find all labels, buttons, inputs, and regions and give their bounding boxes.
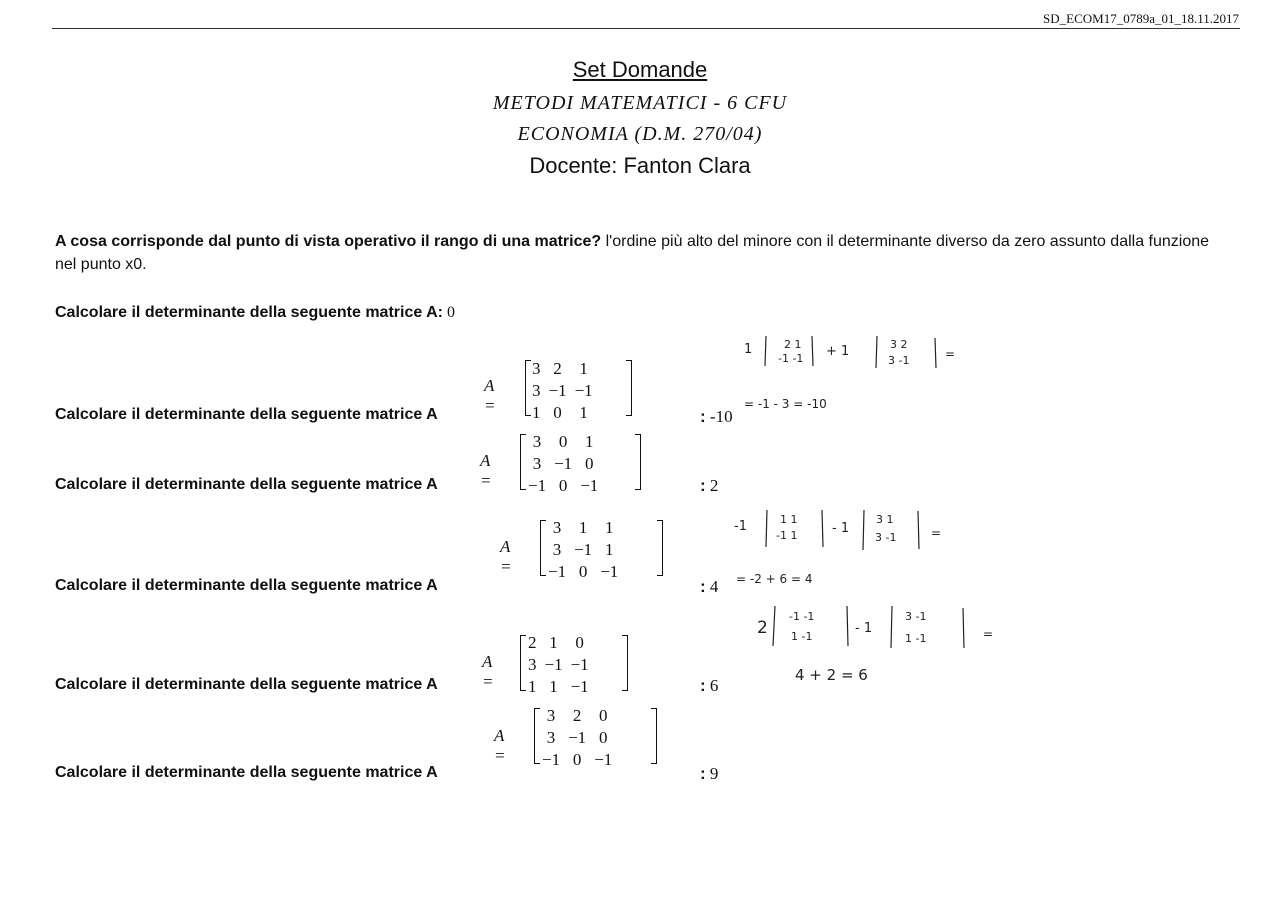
matrix-answer-1: : -10 <box>700 407 733 426</box>
document-code: SD_ECOM17_0789a_01_18.11.2017 <box>1043 11 1239 26</box>
svg-text:3 1: 3 1 <box>876 513 894 526</box>
matrix-entry: −1 <box>542 750 561 769</box>
matrix-5-lhs: A = <box>494 726 506 765</box>
question-1-answer: l'ordine più alto del minore con il determinante diverso da zero assunto dalla funzione nel punto x0. <box>55 233 1210 273</box>
matrix-entry: 3 <box>528 655 537 674</box>
matrix-1-right-bracket <box>626 360 632 416</box>
matrix-entry: 3 <box>546 728 556 747</box>
matrix-entry: 1 <box>532 403 541 422</box>
matrix-entry: 3 <box>532 359 541 378</box>
svg-text:-1 -1: -1 -1 <box>778 352 804 365</box>
svg-text:-1 1: -1 1 <box>776 529 798 542</box>
matrix-3-lhs: A = <box>500 537 512 576</box>
matrix-entry: 1 <box>584 432 594 451</box>
matrix-entry: 0 <box>578 562 588 581</box>
matrix-entry: −1 <box>574 540 593 559</box>
matrix-entry: 1 <box>549 633 558 652</box>
matrix-question-3: Calcolare il determinante della seguente matrice A <box>55 577 438 594</box>
matrix-entry: −1 <box>548 381 567 400</box>
svg-text:3 -1: 3 -1 <box>905 610 927 623</box>
matrix-entry: 2 <box>553 359 562 378</box>
doc-title: Set Domande <box>572 57 708 82</box>
matrix-entry: 3 <box>552 518 562 537</box>
matrix-entry: 3 <box>532 381 541 400</box>
matrix-entry: −1 <box>568 728 587 747</box>
svg-text:=: = <box>983 627 994 641</box>
svg-text:-1 -1: -1 -1 <box>789 610 815 623</box>
svg-text:- 1: - 1 <box>855 621 873 636</box>
header-rule <box>52 28 1240 29</box>
svg-text:4 + 2 = 6: 4 + 2 = 6 <box>795 666 868 684</box>
matrix-entry: 1 <box>549 677 558 696</box>
matrix-entry: −1 <box>544 655 563 674</box>
handwritten-note-1 <box>740 328 970 423</box>
svg-text:1: 1 <box>744 342 753 357</box>
matrix-entry: 1 <box>579 403 588 422</box>
matrix-5-entries <box>538 705 616 771</box>
matrix-entry: 3 <box>532 454 542 473</box>
svg-text:-1: -1 <box>734 519 747 534</box>
question-2-text: Calcolare il determinante della seguente matrice A: <box>55 304 443 321</box>
matrix-2-lhs: A = <box>480 451 492 490</box>
matrix-entry: −1 <box>548 562 567 581</box>
matrix-4-entries <box>524 632 593 698</box>
svg-text:3 2: 3 2 <box>890 338 908 351</box>
matrix-entry: 0 <box>558 476 568 495</box>
matrix-entry: 3 <box>546 706 556 725</box>
matrix-entry: 1 <box>604 518 614 537</box>
matrix-entry: 1 <box>604 540 614 559</box>
question-1-text: A cosa corrisponde dal punto di vista operativo il rango di una matrice? <box>55 233 602 250</box>
matrix-entry: −1 <box>570 655 589 674</box>
matrix-entry: 1 <box>578 518 588 537</box>
matrix-entry: 1 <box>528 677 537 696</box>
handwritten-note-3 <box>755 600 1005 690</box>
svg-text:1 1: 1 1 <box>780 513 798 526</box>
matrix-entry: 3 <box>532 432 542 451</box>
matrix-5-right-bracket <box>651 708 657 764</box>
matrix-entry: −1 <box>528 476 547 495</box>
matrix-entry: 1 <box>579 359 588 378</box>
matrix-entry: −1 <box>574 381 593 400</box>
matrix-2-right-bracket <box>635 434 641 490</box>
matrix-entry: 0 <box>572 750 582 769</box>
matrix-entry: −1 <box>570 677 589 696</box>
matrix-question-5: Calcolare il determinante della seguente matrice A <box>55 764 438 781</box>
program-name: ECONOMIA (D.M. 270/04) <box>517 123 763 145</box>
matrix-question-1: Calcolare il determinante della seguente matrice A <box>55 406 438 423</box>
matrix-3-right-bracket <box>657 520 663 576</box>
svg-text:2 1: 2 1 <box>784 338 802 351</box>
matrix-answer-4: : 6 <box>700 676 719 695</box>
svg-text:=: = <box>945 347 956 361</box>
matrix-entry: 2 <box>572 706 582 725</box>
svg-text:2: 2 <box>757 618 768 638</box>
matrix-entry: 0 <box>584 454 594 473</box>
matrix-entry: 0 <box>598 706 608 725</box>
matrix-entry: 0 <box>558 432 568 451</box>
svg-text:- 1: - 1 <box>832 521 850 536</box>
svg-text:3 -1: 3 -1 <box>888 354 910 367</box>
matrix-question-4: Calcolare il determinante della seguente matrice A <box>55 676 438 693</box>
matrix-4-lhs: A = <box>482 652 494 691</box>
matrix-entry: −1 <box>580 476 599 495</box>
matrix-entry: −1 <box>554 454 573 473</box>
svg-text:= -2 + 6 = 4: = -2 + 6 = 4 <box>736 572 813 586</box>
svg-text:=: = <box>931 526 942 540</box>
matrix-4-right-bracket <box>622 635 628 691</box>
matrix-entry: −1 <box>600 562 619 581</box>
matrix-answer-3: : 4 <box>700 577 719 596</box>
matrix-entry: 3 <box>552 540 562 559</box>
teacher-name: Docente: Fanton Clara <box>529 153 751 178</box>
handwritten-note-2 <box>730 505 960 590</box>
svg-text:1 -1: 1 -1 <box>905 632 927 645</box>
svg-text:+ 1: + 1 <box>826 344 850 359</box>
course-name: METODI MATEMATICI - 6 CFU <box>492 92 788 114</box>
svg-text:1 -1: 1 -1 <box>791 630 813 643</box>
matrix-entry: 0 <box>598 728 608 747</box>
matrix-answer-5: : 9 <box>700 764 719 783</box>
svg-text:= -1 - 3 = -10: = -1 - 3 = -10 <box>744 397 827 411</box>
matrix-entry: −1 <box>594 750 613 769</box>
question-1 <box>55 230 1230 276</box>
matrix-entry: 0 <box>553 403 562 422</box>
matrix-entry: 0 <box>575 633 584 652</box>
matrix-entry: 2 <box>528 633 537 652</box>
question-2 <box>55 301 455 324</box>
matrix-1-lhs: A = <box>484 376 496 415</box>
matrix-3-entries <box>544 517 622 583</box>
matrix-answer-2: : 2 <box>700 476 719 495</box>
question-2-answer: 0 <box>442 304 455 321</box>
matrix-2-entries <box>524 431 602 497</box>
matrix-1-entries <box>528 358 597 424</box>
svg-text:3 -1: 3 -1 <box>875 531 897 544</box>
matrix-question-2: Calcolare il determinante della seguente matrice A <box>55 476 438 493</box>
